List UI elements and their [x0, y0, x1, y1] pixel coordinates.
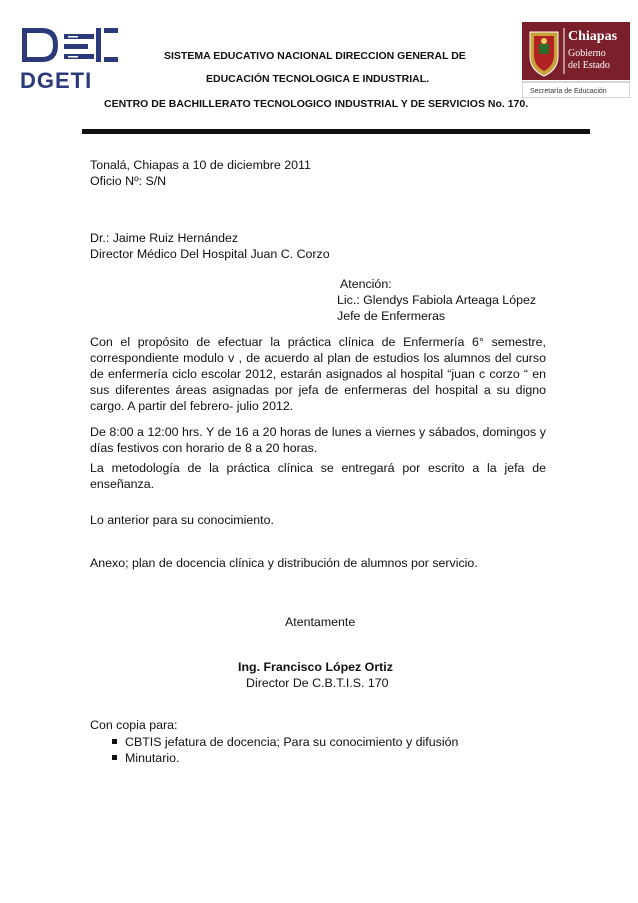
cc-item-text: Minutario. — [125, 751, 180, 765]
chiapas-logo-sub2: del Estado — [568, 60, 610, 71]
dgeti-logo-text: DGETI — [20, 68, 93, 92]
closing: Atentamente — [285, 615, 356, 629]
bullet-square-icon — [112, 739, 117, 744]
attention-name: Lic.: Glendys Fabiola Arteaga López — [337, 293, 537, 307]
annex-line: Anexo; plan de docencia clínica y distribución de alumnos por servicio. — [90, 556, 478, 570]
header-line-3: CENTRO DE BACHILLERATO TECNOLOGICO INDUSTRIAL Y DE SERVICIOS No. 170. — [104, 98, 529, 110]
place-date: Tonalá, Chiapas a 10 de diciembre 2011 — [90, 158, 311, 172]
recipient-name: Dr.: Jaime Ruiz Hernández — [90, 231, 239, 245]
chiapas-logo — [522, 22, 630, 98]
recipient-title: Director Médico Del Hospital Juan C. Corzo — [90, 247, 330, 261]
bullet-square-icon — [112, 755, 117, 760]
cc-list-item — [112, 734, 458, 750]
chiapas-logo-caption: Secretaría de Educación — [530, 88, 607, 95]
chiapas-logo-sub1: Gobierno — [568, 48, 606, 59]
cc-list-item — [112, 750, 179, 766]
header-line-1: SISTEMA EDUCATIVO NACIONAL DIRECCION GENERAL DE — [164, 50, 466, 62]
body-paragraph-3: La metodología de la práctica clínica se entregará por escrito a la jefa de enseñanza. — [90, 461, 546, 491]
header-divider — [82, 129, 590, 134]
signer-title: Director De C.B.T.I.S. 170 — [246, 676, 389, 690]
dgeti-logo — [18, 26, 122, 92]
chiapas-coat-of-arms-icon — [530, 32, 558, 76]
body-paragraph-2: De 8:00 a 12:00 hrs. Y de 16 a 20 horas de lunes a viernes y sábados, domingos y días festivos con horario de 8 a 20 horas. — [90, 425, 546, 455]
body-paragraph-4: Lo anterior para su conocimiento. — [90, 513, 274, 527]
chiapas-logo-title: Chiapas — [568, 29, 618, 44]
attention-title: Jefe de Enfermeras — [337, 309, 446, 323]
cc-label: Con copia para: — [90, 718, 178, 732]
signer-name: Ing. Francisco López Ortiz — [238, 660, 393, 674]
body-paragraph-1: Con el propósito de efectuar la práctica clínica de Enfermería 6° semestre, correspondiente modulo v , de acuerdo al plan de estudios los alumnos del curso de enfermería ciclo escolar 2012, estarán asignados al hospital “juan c corzo “ en sus diferentes áreas asignadas por jefa de enfermeras del hospital a su digno cargo. A partir del febrero- julio 2012. — [90, 335, 546, 413]
office-number: Oficio Nº: S/N — [90, 174, 167, 188]
header-line-2: EDUCACIÓN TECNOLOGICA E INDUSTRIAL. — [206, 73, 430, 85]
attention-label: Atención: — [340, 277, 392, 291]
cc-item-text: CBTIS jefatura de docencia; Para su conocimiento y difusión — [125, 735, 459, 749]
